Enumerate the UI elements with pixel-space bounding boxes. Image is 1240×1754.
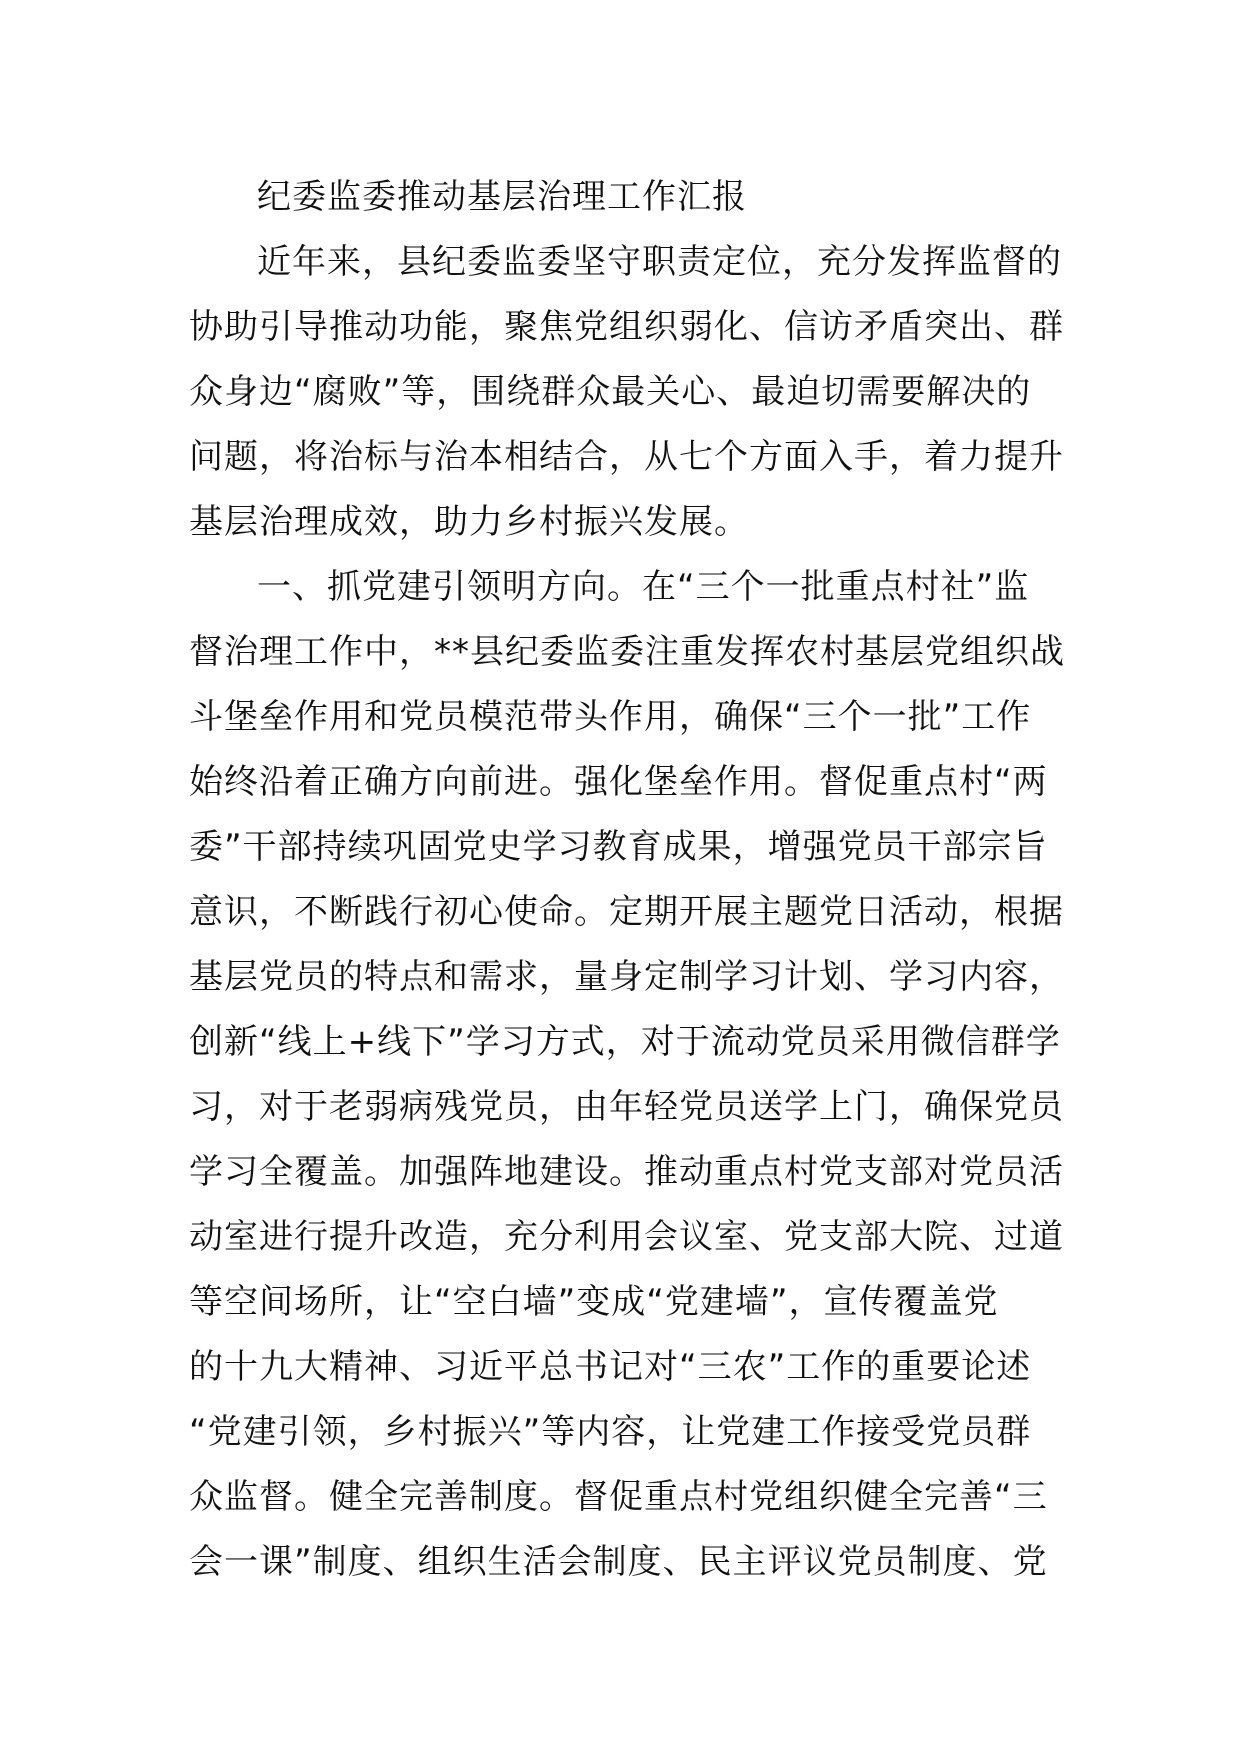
- paragraph-line: 等空间场所，让“空白墙”变成“党建墙”，宣传覆盖党: [189, 1282, 999, 1322]
- paragraph-line: 始终沿着正确方向前进。强化堡垒作用。督促重点村“两: [189, 762, 1048, 802]
- paragraph-line: “党建引领，乡村振兴”等内容，让党建工作接受党员群: [189, 1412, 1032, 1452]
- paragraph-line: 的十九大精神、习近平总书记对“三农”工作的重要论述: [189, 1347, 1032, 1387]
- paragraph-line: 委”干部持续巩固党史学习教育成果，增强党员干部宗旨: [189, 827, 1048, 867]
- paragraph-line: 众监督。健全完善制度。督促重点村党组织健全完善“三: [189, 1477, 1048, 1517]
- intro-paragraph: [189, 230, 1069, 555]
- document-body: [189, 165, 1069, 1595]
- paragraph-line: 问题，将治标与治本相结合，从七个方面入手，着力提升: [189, 437, 1064, 477]
- paragraph-line: 会一课”制度、组织生活会制度、民主评议党员制度、党: [189, 1542, 1048, 1582]
- paragraph-line: 协助引导推动功能，聚焦党组织弱化、信访矛盾突出、群: [189, 307, 1064, 347]
- paragraph-line: 创新“线上+线下”学习方式，对于流动党员采用微信群学: [189, 1022, 1061, 1062]
- paragraph-line: 意识，不断践行初心使命。定期开展主题党日活动，根据: [189, 892, 1064, 932]
- paragraph-line: 督治理工作中，**县纪委监委注重发挥农村基层党组织战: [189, 632, 1065, 672]
- section-1-paragraph: [189, 555, 1069, 1595]
- section-heading-line: 一、抓党建引领明方向。在“三个一批重点村社”监: [257, 567, 1030, 607]
- paragraph-line: 学习全覆盖。加强阵地建设。推动重点村党支部对党员活: [189, 1152, 1064, 1192]
- paragraph-line: 习，对于老弱病残党员，由年轻党员送学上门，确保党员: [189, 1087, 1064, 1127]
- paragraph-line: 斗堡垒作用和党员模范带头作用，确保“三个一批”工作: [189, 697, 1032, 737]
- paragraph-line: 基层治理成效，助力乡村振兴发展。: [189, 502, 749, 542]
- document-title: 纪委监委推动基层治理工作汇报: [257, 177, 747, 217]
- paragraph-line: 近年来，县纪委监委坚守职责定位，充分发挥监督的: [257, 242, 1062, 282]
- paragraph-line: 动室进行提升改造，充分利用会议室、党支部大院、过道: [189, 1217, 1064, 1257]
- paragraph-line: 众身边“腐败”等，围绕群众最关心、最迫切需要解决的: [189, 372, 1032, 412]
- paragraph-line: 基层党员的特点和需求，量身定制学习计划、学习内容，: [189, 957, 1064, 997]
